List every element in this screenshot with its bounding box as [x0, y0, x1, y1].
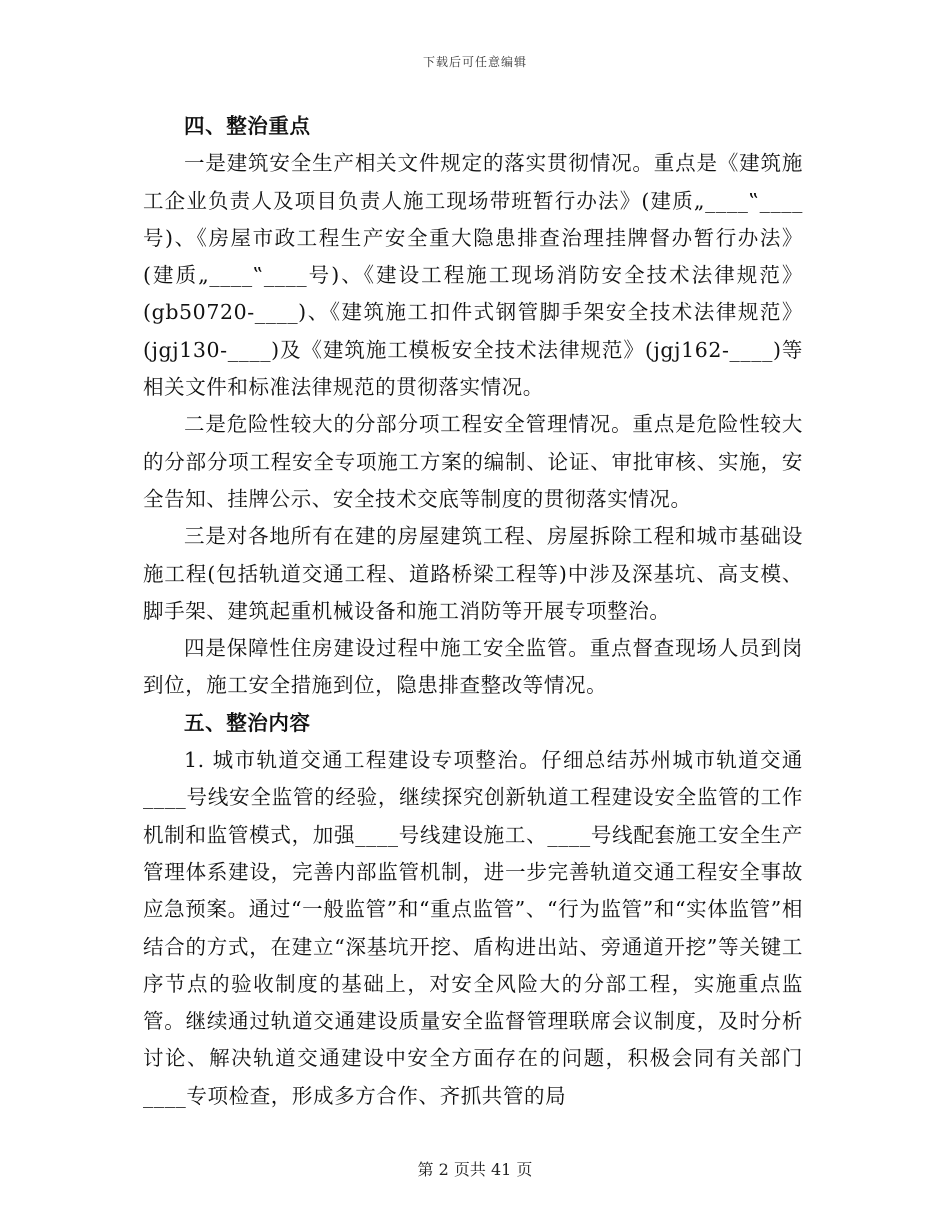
paragraph-five-1: 1. 城市轨道交通工程建设专项整治。仔细总结苏州城市轨道交通____号线安全监管的经验，继续探究创新轨道工程建设安全监管的工作机制和监管模式，加强____号线建设施工、____号线配套施工安全生产管理体系建设，完善内部监管机制，进一步完善轨道交通工程安全事故应急预案。通过“一般监管”和“重点监管”、“行为监管”和“实体监管”相结合的方式，在建立“深基坑开挖、盾构进出站、旁通道开挖”等关键工序节点的验收制度的基础上，对安全风险大的分部工程，实施重点监管。继续通过轨道交通建设质量安全监督管理联席会议制度，及时分析讨论、解决轨道交通建设中安全方面存在的问题，积极会同有关部门____专项检查，形成多方合作、齐抓共管的局	[143, 748, 803, 1108]
section-heading-five: 五、整治内容	[184, 710, 311, 735]
document-body	[143, 108, 803, 1115]
page-header: 下载后可任意编辑	[422, 55, 527, 69]
paragraph-four-1: 一是建筑安全生产相关文件规定的落实贯彻情况。重点是《建筑施工企业负责人及项目负责人施工现场带班暂行办法》(建质„____‟____号)、《房屋市政工程生产安全重大隐患排查治理挂牌督办暂行办法》(建质„____‟____号)、《建设工程施工现场消防安全技术法律规范》(gb50720-____)、《建筑施工扣件式钢管脚手架安全技术法律规范》(jgj130-____)及《建筑施工模板安全技术法律规范》(jgj162-____)等相关文件和标准法律规范的贯彻落实情况。	[143, 151, 803, 400]
paragraph-four-2: 二是危险性较大的分部分项工程安全管理情况。重点是危险性较大的分部分项工程安全专项施工方案的编制、论证、审批审核、实施，安全告知、挂牌公示、安全技术交底等制度的贯彻落实情况。	[143, 412, 803, 511]
paragraph-four-4: 四是保障性住房建设过程中施工安全监管。重点督查现场人员到岗到位，施工安全措施到位，隐患排查整改等情况。	[143, 636, 803, 698]
paragraph-four-3: 三是对各地所有在建的房屋建筑工程、房屋拆除工程和城市基础设施工程(包括轨道交通工程、道路桥梁工程等)中涉及深基坑、高支模、脚手架、建筑起重机械设备和施工消防等开展专项整治。	[143, 524, 803, 623]
page-number-footer: 第 2 页共 41 页	[417, 1160, 533, 1179]
section-heading-four: 四、整治重点	[184, 114, 311, 138]
